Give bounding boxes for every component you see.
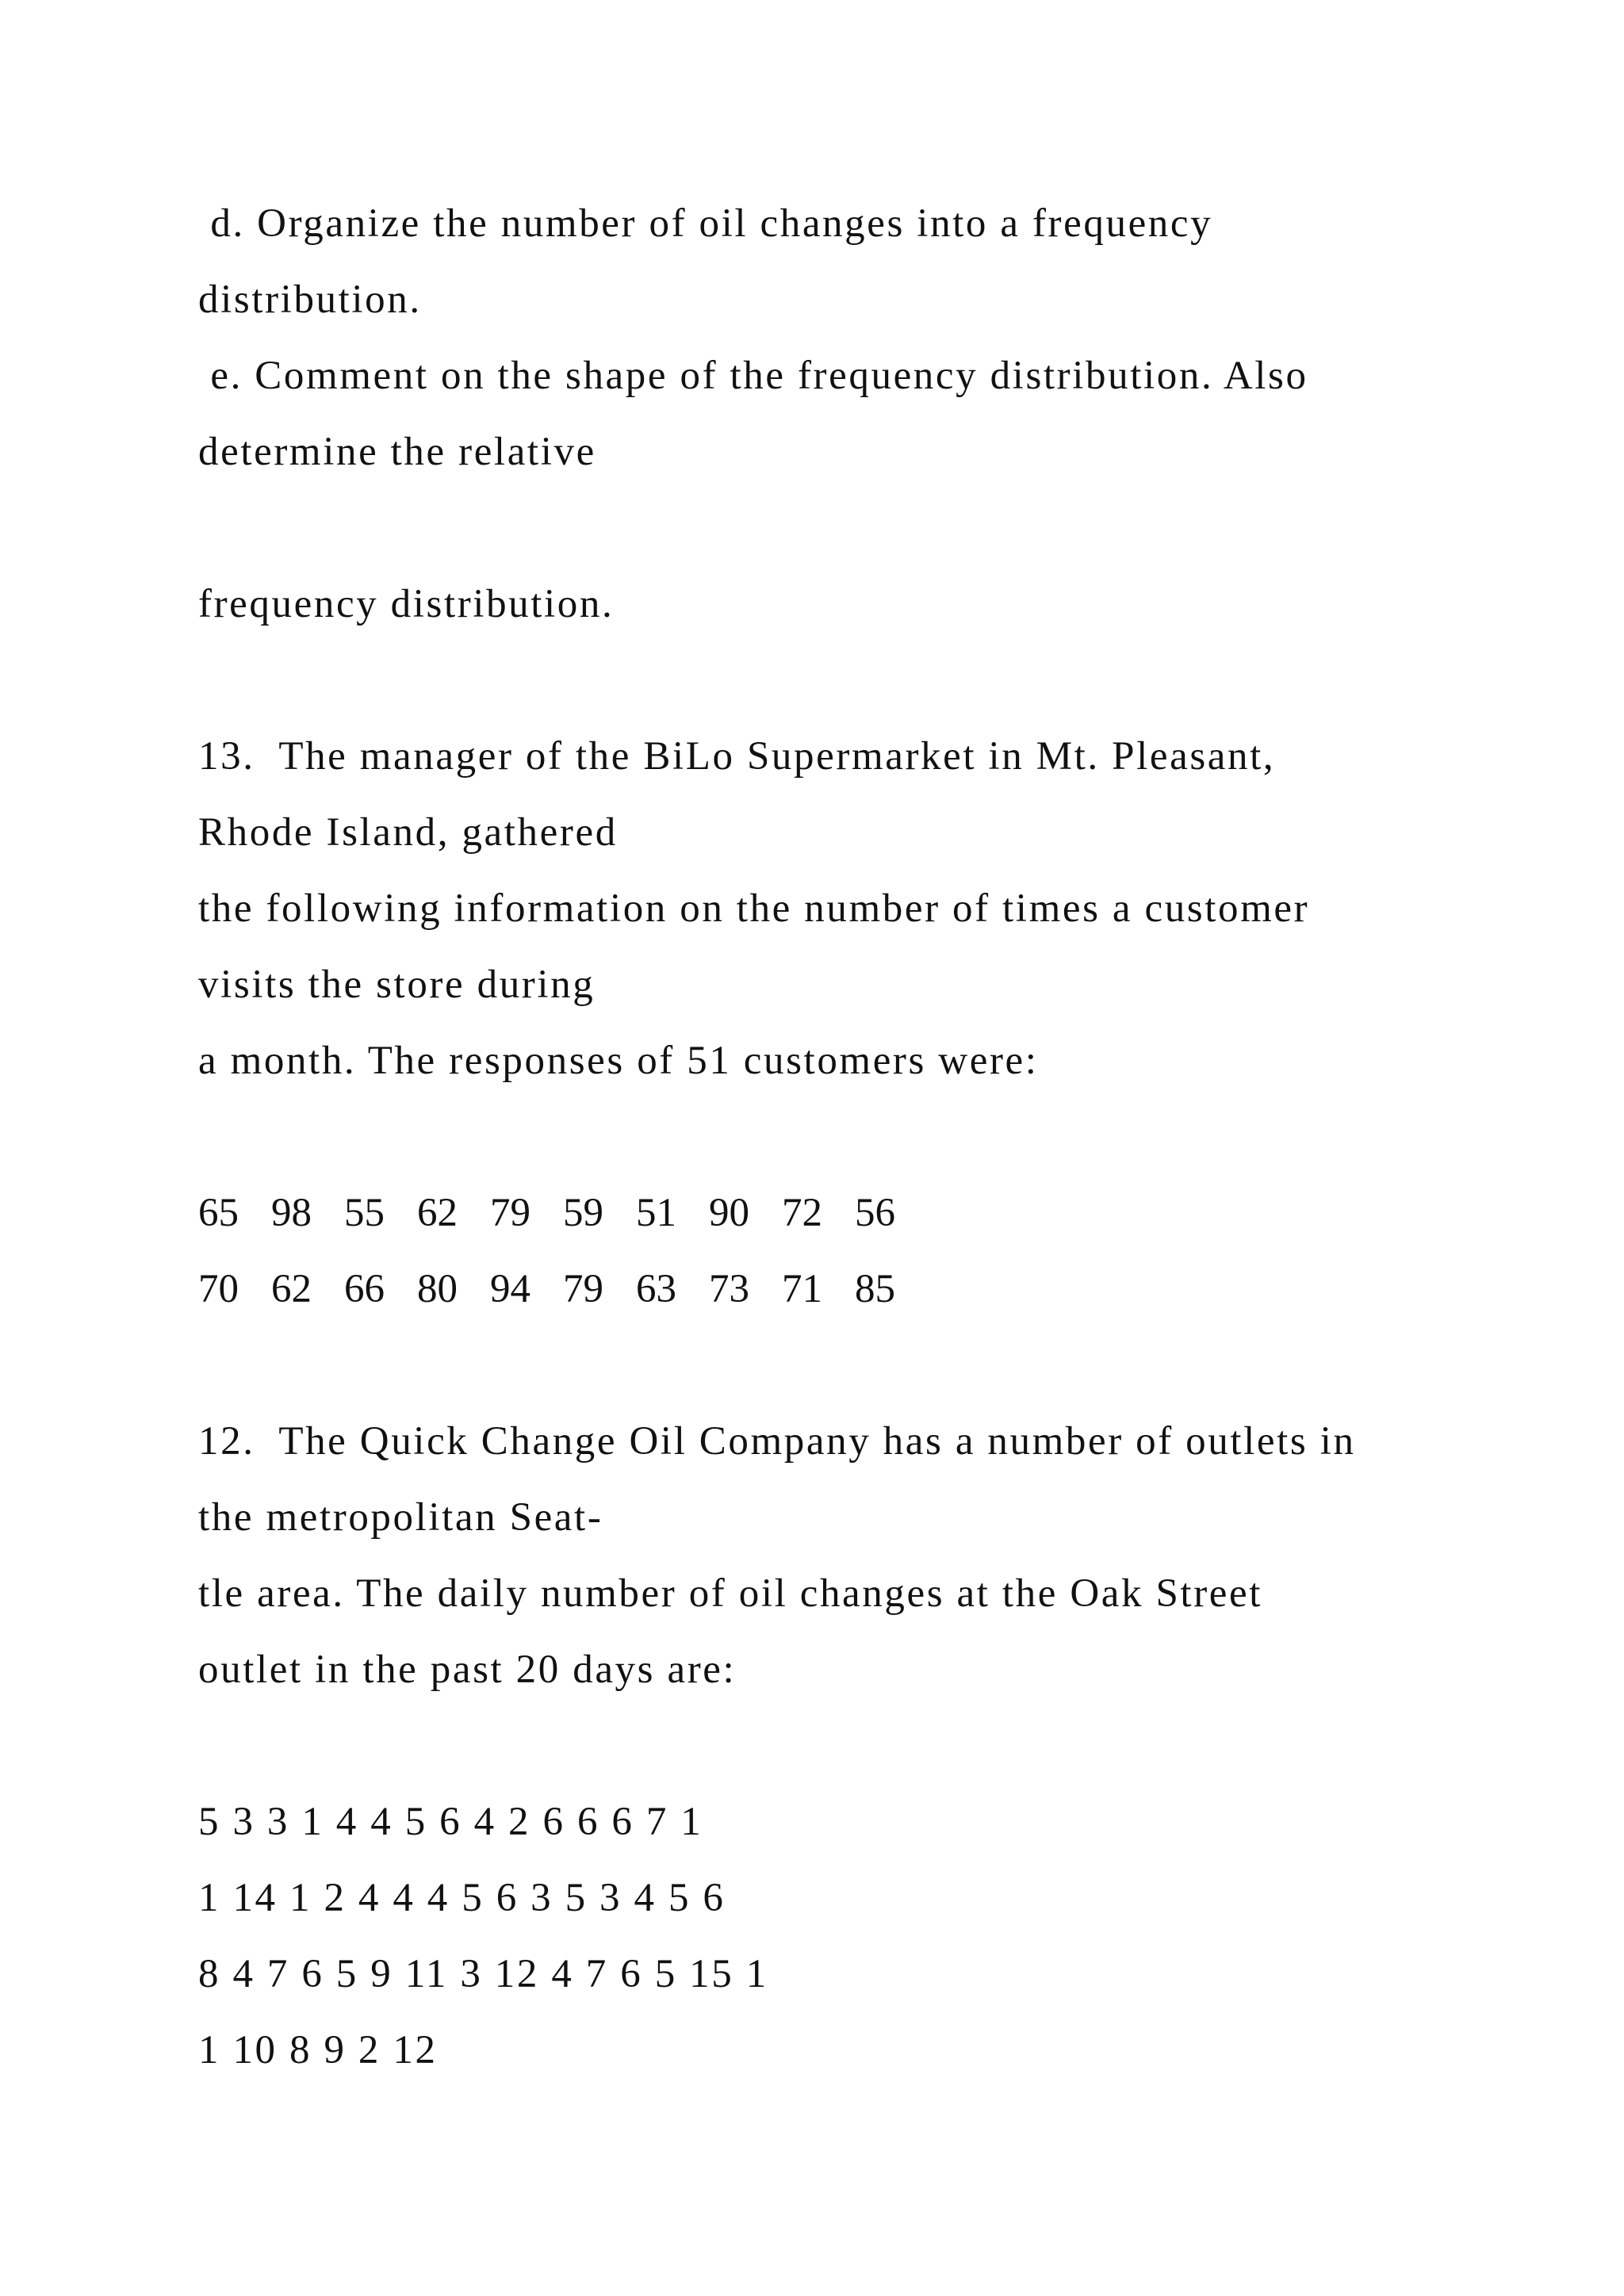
data-value: 62 xyxy=(271,1267,312,1311)
data-value: 73 xyxy=(709,1267,749,1311)
customer-visits-row-2 xyxy=(198,1265,928,1313)
oil-changes-row-2: 1 14 1 2 4 4 4 5 6 3 5 3 4 5 6 xyxy=(198,1876,726,1920)
data-value: 55 xyxy=(344,1191,385,1235)
text-line: the following information on the number of times a customer xyxy=(198,886,1310,931)
question-12-heading: 12. The Quick Change Oil Company has a number of outlets in xyxy=(198,1419,1356,1464)
text-line: the metropolitan Seat- xyxy=(198,1495,603,1540)
question-13-heading: 13. The manager of the BiLo Supermarket in Mt. Pleasant, xyxy=(198,734,1276,779)
text-line: e. Comment on the shape of the frequency distribution. Also xyxy=(198,354,1308,398)
data-value: 79 xyxy=(490,1191,530,1235)
text-line: frequency distribution. xyxy=(198,582,615,626)
text-line: visits the store during xyxy=(198,962,596,1007)
data-value: 63 xyxy=(636,1267,676,1311)
data-value: 62 xyxy=(417,1191,458,1235)
data-value: 98 xyxy=(271,1191,312,1235)
text-line: Rhode Island, gathered xyxy=(198,810,618,855)
oil-changes-row-4: 1 10 8 9 2 12 xyxy=(198,2028,438,2072)
data-value: 90 xyxy=(709,1191,749,1235)
text-line: a month. The responses of 51 customers were: xyxy=(198,1039,1039,1083)
data-value: 79 xyxy=(563,1267,603,1311)
data-value: 59 xyxy=(563,1191,603,1235)
text-line: distribution. xyxy=(198,277,422,322)
data-value: 56 xyxy=(855,1191,895,1235)
data-value: 71 xyxy=(782,1267,822,1311)
text-line: determine the relative xyxy=(198,430,596,474)
oil-changes-row-1: 5 3 3 1 4 4 5 6 4 2 6 6 6 7 1 xyxy=(198,1800,703,1844)
text-line: d. Organize the number of oil changes into a frequency xyxy=(198,201,1213,246)
oil-changes-row-3: 8 4 7 6 5 9 11 3 12 4 7 6 5 15 1 xyxy=(198,1952,768,1996)
data-value: 85 xyxy=(855,1267,895,1311)
data-value: 66 xyxy=(344,1267,385,1311)
data-value: 80 xyxy=(417,1267,458,1311)
data-value: 51 xyxy=(636,1191,676,1235)
data-value: 70 xyxy=(198,1267,239,1311)
text-line: tle area. The daily number of oil changes at the Oak Street xyxy=(198,1571,1263,1616)
data-value: 65 xyxy=(198,1191,239,1235)
data-value: 72 xyxy=(782,1191,822,1235)
data-value: 94 xyxy=(490,1267,530,1311)
customer-visits-row-1 xyxy=(198,1189,928,1237)
text-line: outlet in the past 20 days are: xyxy=(198,1647,737,1692)
